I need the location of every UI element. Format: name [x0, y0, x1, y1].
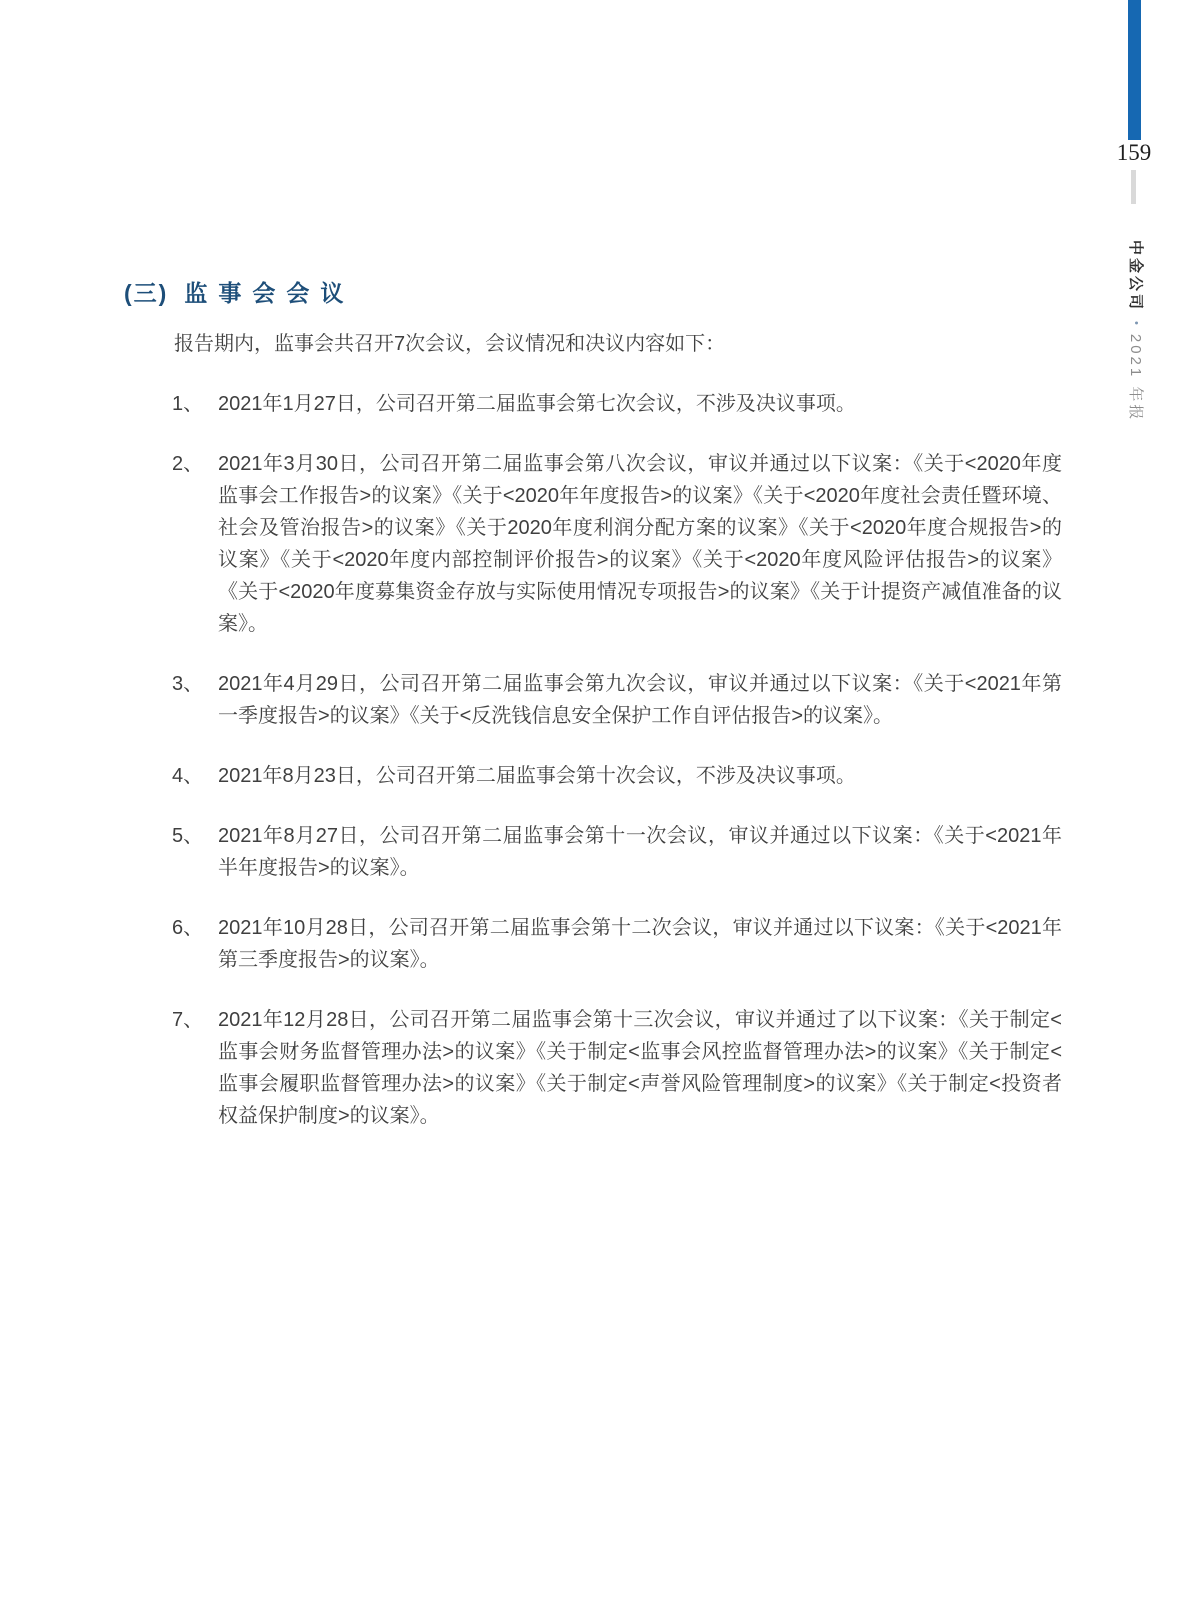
section-heading — [124, 280, 1062, 306]
page-number-divider — [1131, 170, 1136, 204]
accent-bar — [1128, 0, 1141, 140]
meeting-item — [124, 912, 1062, 976]
meeting-item — [124, 448, 1062, 640]
item-number: 7、 — [172, 1009, 204, 1031]
item-text: 2021年8月27日，公司召开第二届监事会第十一次会议，审议并通过以下议案：《关于<2021年半年度报告>的议案》。 — [218, 825, 1062, 879]
item-number: 5、 — [172, 825, 204, 847]
item-text: 2021年1月27日，公司召开第二届监事会第七次会议，不涉及决议事项。 — [218, 393, 856, 415]
meeting-item — [124, 388, 1062, 420]
item-number: 3、 — [172, 673, 204, 695]
meeting-list — [124, 388, 1062, 1132]
meeting-item — [124, 668, 1062, 732]
section-intro: 报告期内，监事会共召开7次会议，会议情况和决议内容如下： — [174, 333, 726, 355]
meeting-item — [124, 760, 1062, 792]
item-text: 2021年8月23日，公司召开第二届监事会第十次会议，不涉及决议事项。 — [218, 765, 856, 787]
item-number: 2、 — [172, 453, 204, 475]
item-number: 1、 — [172, 393, 204, 415]
meeting-item — [124, 820, 1062, 884]
item-number: 4、 — [172, 765, 204, 787]
item-text: 2021年3月30日，公司召开第二届监事会第八次会议，审议并通过以下议案：《关于<2020年度监事会工作报告>的议案》《关于<2020年年度报告>的议案》《关于<2020年度社会责任暨环境、社会及管治报告>的议案》《关于2020年度利润分配方案的议案》《关于<2020年度合规报告>的议案》《关于<2020年度内部控制评价报告>的议案》《关于<2020年度风险评估报告>的议案》《关于<2020年度募集资金存放与实际使用情况专项报告>的议案》《关于计提资产减值准备的议案》。 — [218, 453, 1062, 635]
report-year: 2021 年报 — [1127, 333, 1144, 423]
item-text: 2021年12月28日，公司召开第二届监事会第十三次会议，审议并通过了以下议案：《关于制定<监事会财务监督管理办法>的议案》《关于制定<监事会风控监督管理办法>的议案》《关于制定<监事会履职监督管理办法>的议案》《关于制定<声誉风险管理制度>的议案》《关于制定<投资者权益保护制度>的议案》。 — [218, 1009, 1062, 1127]
side-caption — [1125, 240, 1146, 422]
page-number: 159 — [1116, 140, 1152, 165]
meeting-item — [124, 1004, 1062, 1132]
section-title: 监事会会议 — [184, 280, 355, 306]
item-number: 6、 — [172, 917, 204, 939]
section-content — [124, 280, 1062, 1132]
company-name: 中金公司 — [1127, 240, 1144, 313]
item-text: 2021年10月28日，公司召开第二届监事会第十二次会议，审议并通过以下议案：《关于<2021年第三季度报告>的议案》。 — [218, 917, 1062, 971]
section-label: (三) — [124, 280, 169, 306]
separator-dot: • — [1130, 321, 1142, 325]
item-text: 2021年4月29日，公司召开第二届监事会第九次会议，审议并通过以下议案：《关于<2021年第一季度报告>的议案》《关于<反洗钱信息安全保护工作自评估报告>的议案》。 — [218, 673, 1062, 727]
